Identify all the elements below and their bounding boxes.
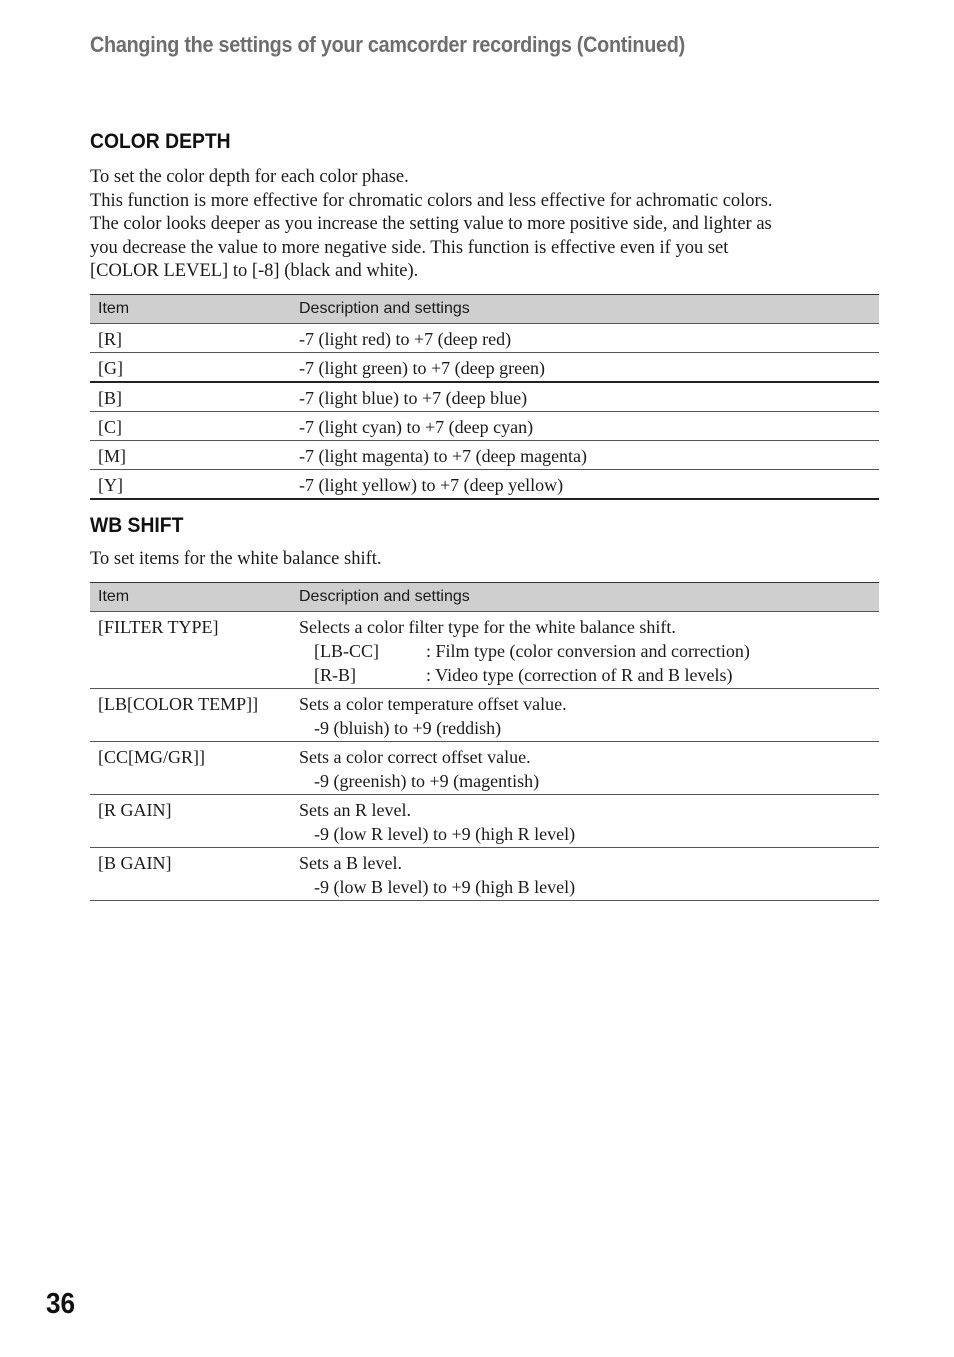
description-cell: -7 (light blue) to +7 (deep blue)	[291, 382, 879, 412]
option-key: [R-B]	[314, 664, 356, 685]
intro-line: you decrease the value to more negative side. This function is effective even if you set	[90, 237, 729, 258]
table-row	[90, 688, 879, 741]
table-row	[90, 469, 879, 499]
table-row	[90, 794, 879, 847]
description-cell: -7 (light green) to +7 (deep green)	[291, 352, 879, 382]
description-text: Sets a color correct offset value.	[299, 746, 531, 767]
table-row	[90, 382, 879, 412]
column-header-description: Description and settings	[291, 294, 879, 323]
table-row	[90, 323, 879, 352]
description-text: Sets an R level.	[299, 799, 411, 820]
table-row	[90, 352, 879, 382]
color-depth-section	[90, 130, 879, 500]
range-text: -9 (bluish) to +9 (reddish)	[314, 717, 502, 738]
wb-shift-title: WB SHIFT	[90, 514, 184, 537]
table-row	[90, 847, 879, 900]
description-cell: -7 (light magenta) to +7 (deep magenta)	[291, 440, 879, 469]
description-cell: -7 (light cyan) to +7 (deep cyan)	[291, 411, 879, 440]
item-cell: [C]	[90, 411, 291, 440]
table-header-row	[90, 294, 879, 323]
wb-shift-table	[90, 582, 879, 901]
range-text: -9 (low B level) to +9 (high B level)	[314, 876, 576, 897]
column-header-description: Description and settings	[291, 582, 879, 611]
description-cell	[291, 847, 879, 900]
intro-line: The color looks deeper as you increase the setting value to more positive side, and lighter as	[90, 214, 772, 234]
intro-line: This function is more effective for chromatic colors and less effective for achromatic colors.	[90, 190, 773, 211]
table-row	[90, 611, 879, 688]
wb-shift-section	[90, 514, 879, 901]
page-header: Changing the settings of your camcorder recordings (Continued)	[90, 32, 685, 57]
description-cell	[291, 741, 879, 794]
option-key: [LB-CC]	[314, 640, 379, 661]
page-number: 36	[46, 1288, 76, 1320]
filter-option	[299, 663, 871, 687]
item-cell: [B GAIN]	[90, 847, 291, 900]
description-cell: -7 (light red) to +7 (deep red)	[291, 323, 879, 352]
table-row	[90, 741, 879, 794]
column-header-item: Item	[90, 294, 291, 323]
color-depth-title: COLOR DEPTH	[90, 130, 231, 153]
description-cell: -7 (light yellow) to +7 (deep yellow)	[291, 469, 879, 499]
color-depth-intro	[90, 166, 879, 284]
item-cell: [G]	[90, 352, 291, 382]
item-cell: [R]	[90, 323, 291, 352]
item-cell: [LB[COLOR TEMP]]	[90, 688, 291, 741]
option-value: : Film type (color conversion and correction)	[426, 640, 750, 661]
description-text: Sets a B level.	[299, 852, 402, 873]
item-cell: [CC[MG/GR]]	[90, 741, 291, 794]
description-cell	[291, 611, 879, 688]
description-cell	[291, 688, 879, 741]
option-value: : Video type (correction of R and B levels)	[426, 664, 733, 685]
item-cell: [M]	[90, 440, 291, 469]
item-cell: [R GAIN]	[90, 794, 291, 847]
intro-line: [COLOR LEVEL] to [-8] (black and white).	[90, 261, 419, 281]
table-row	[90, 411, 879, 440]
item-cell: [Y]	[90, 469, 291, 499]
item-cell: [FILTER TYPE]	[90, 611, 291, 688]
table-header-row	[90, 582, 879, 611]
column-header-item: Item	[90, 582, 291, 611]
description-text: Sets a color temperature offset value.	[299, 693, 567, 714]
description-text: Selects a color filter type for the white balance shift.	[299, 616, 676, 637]
item-cell: [B]	[90, 382, 291, 412]
filter-option	[299, 639, 871, 663]
range-text: -9 (greenish) to +9 (magentish)	[314, 770, 540, 791]
color-depth-table	[90, 294, 879, 500]
wb-shift-intro: To set items for the white balance shift.	[90, 549, 382, 569]
table-row	[90, 440, 879, 469]
description-cell	[291, 794, 879, 847]
range-text: -9 (low R level) to +9 (high R level)	[314, 823, 576, 844]
intro-line: To set the color depth for each color phase.	[90, 167, 409, 187]
